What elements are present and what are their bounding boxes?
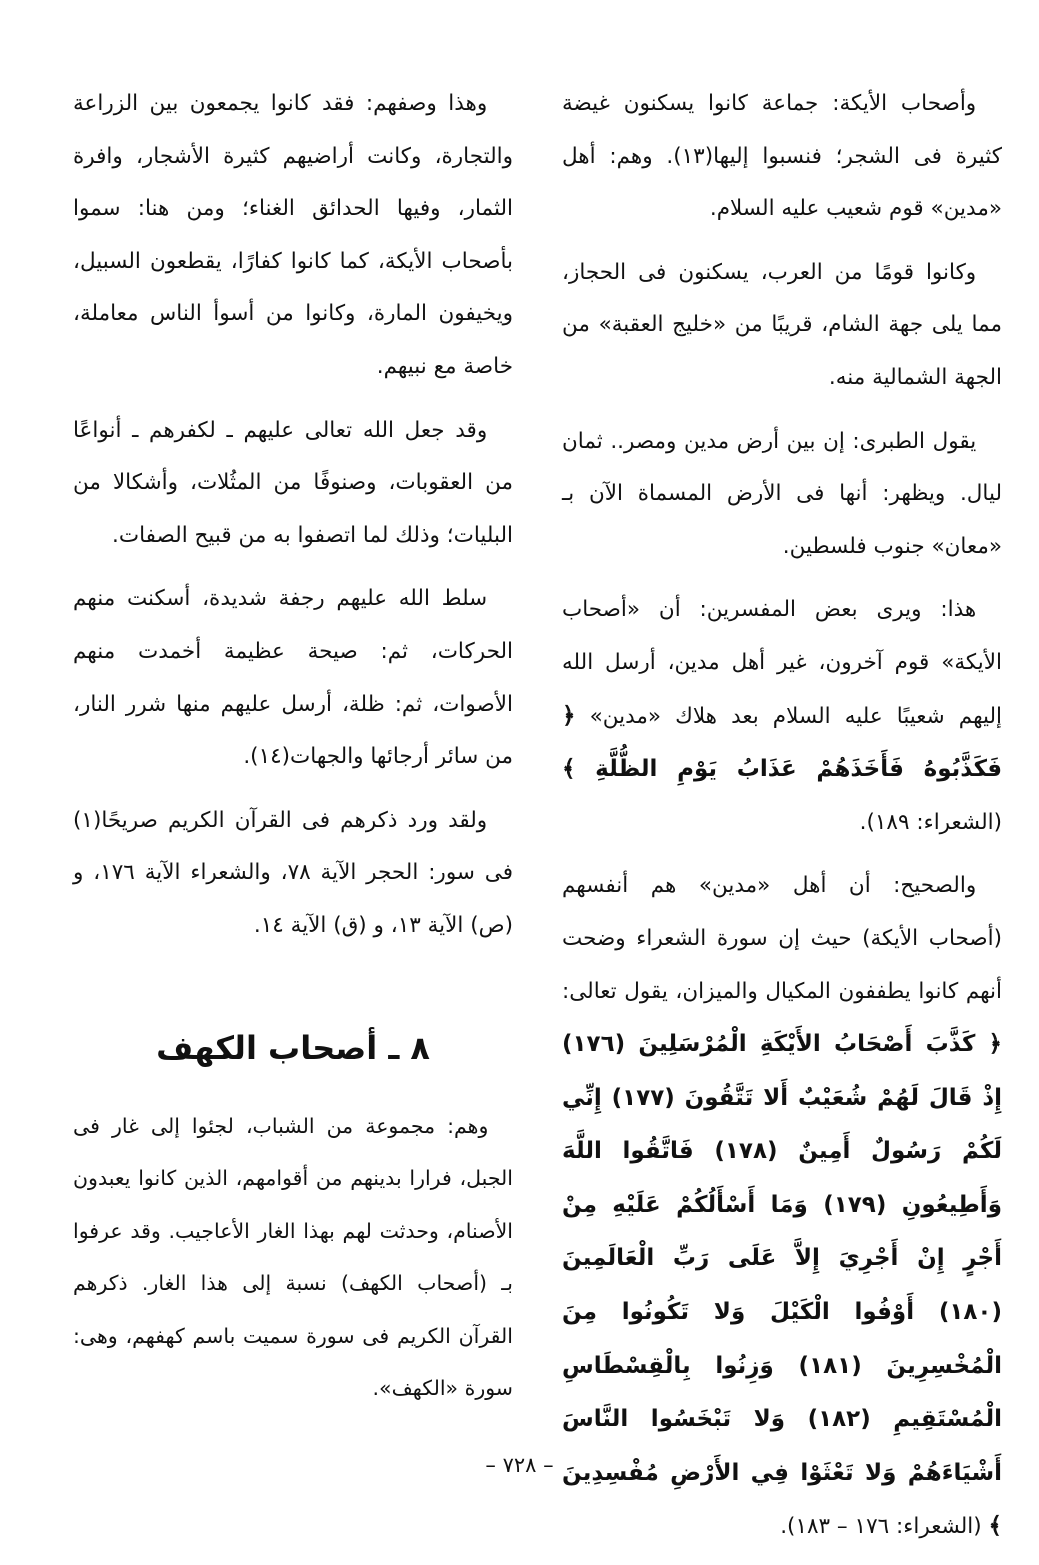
paragraph-sahih — [562, 860, 1002, 1554]
verse-reference: (الشعراء: ١٨٩). — [859, 809, 1002, 835]
paragraph-description: وهذا وصفهم: فقد كانوا يجمعون بين الزراعة والتجارة، وكانت أراضيهم كثيرة الأشجار، وافرة الثمار، وفيها الحدائق الغناء؛ ومن هنا: سموا بأصحاب الأيكة، كما كانوا كفارًا، يقطعون السبيل، ويخيفون المارة، وكانوا من أسوأ الناس معاملة، خاصة مع نبيهم. — [73, 91, 513, 379]
paragraph-text: هذا: ويرى بعض المفسرين: أن «أصحاب الأيكة» قوم آخرون، غير أهل مدين، أرسل الله إليهم شعيبًا عليه السلام بعد هلاك «مدين» — [562, 597, 1002, 729]
paragraph-ashab-al-aykah: وأصحاب الأيكة: جماعة كانوا يسكنون غيضة كثيرة فى الشجر؛ فنسبوا إليها(١٣). وهم: أهل «مدين» قوم شعيب عليه السلام. — [562, 91, 1002, 222]
left-column — [73, 78, 513, 1426]
paragraph-arab-people: وكانوا قومًا من العرب، يسكنون فى الحجاز، مما يلى جهة الشام، قريبًا من «خليج العقبة» من الجهة الشمالية منه. — [562, 259, 1002, 390]
page-number: – ٧٢٨ – — [485, 1453, 554, 1477]
quran-verse: ﴿ فَكَذَّبُوهُ فَأَخَذَهُمْ عَذَابُ يَوْمِ الظُّلَّةِ ﴾ — [562, 702, 1002, 783]
paragraph-punishments: وقد جعل الله تعالى عليهم ـ لكفرهم ـ أنواعًا من العقوبات، وصنوفًا من المثُلات، وأشكالا من البليات؛ وذلك لما اتصفوا به من قبيح الصفات. — [73, 417, 513, 548]
paragraph-mufassirin — [562, 584, 1002, 849]
verse-reference: (الشعراء: ١٧٦ – ١٨٣). — [780, 1514, 982, 1540]
section-heading: ٨ ـ أصحاب الكهف — [156, 1028, 430, 1067]
paragraph-text: والصحيح: أن أهل «مدين» هم أنفسهم (أصحاب الأيكة) حيث إن سورة الشعراء وضحت أنهم كانوا يطففون المكيال والميزان، يقول تعالى: — [562, 873, 1002, 1004]
quran-verses: ﴿ كَذَّبَ أَصْحَابُ الأَيْكَةِ الْمُرْسَلِينَ (١٧٦) إِذْ قَالَ لَهُمْ شُعَيْبٌ أَلا تَتَّقُونَ (١٧٧) إِنِّي لَكُمْ رَسُولٌ أَمِينٌ (١٧٨) فَاتَّقُوا اللَّهَ وَأَطِيعُونِ (١٧٩) وَمَا أَسْأَلُكُمْ عَلَيْهِ مِنْ أَجْرٍ إِنْ أَجْرِيَ إِلاَّ عَلَى رَبِّ الْعَالَمِينَ (١٨٠) أَوْفُوا الْكَيْلَ وَلا تَكُونُوا مِنَ الْمُخْسِرِينَ (١٨١) وَزِنُوا بِالْقِسْطَاسِ الْمُسْتَقِيمِ (١٨٢) وَلا تَبْخَسُوا النَّاسَ أَشْيَاءَهُمْ وَلا تَعْثَوْا فِي الأَرْضِ مُفْسِدِينَ ﴾ — [562, 1031, 1003, 1540]
paragraph-tabari: يقول الطبرى: إن بين أرض مدين ومصر.. ثمان ليال. ويظهر: أنها فى الأرض المسماة الآن بـ «معان» جنوب فلسطين. — [562, 428, 1002, 559]
right-column — [562, 78, 1002, 1565]
paragraph-earthquake: سلط الله عليهم رجفة شديدة، أسكنت منهم الحركات، ثم: صيحة عظيمة أخمدت منهم الأصوات، ثم: ظلة، أرسل عليهم منها شرر النار، من سائر أرجائها والجهات(١٤). — [73, 586, 513, 770]
paragraph-ashab-al-kahf: وهم: مجموعة من الشباب، لجئوا إلى غار فى الجبل، فرارا بدينهم من أقوامهم، الذين كانوا يعبدون الأصنام، وحدثت لهم بهذا الغار الأعاجيب. وقد عرفوا بـ (أصحاب الكهف) نسبة إلى هذا الغار. ذكرهم القرآن الكريم فى سورة سميت باسم كهفهم، وهى: سورة «الكهف». — [73, 1113, 513, 1401]
paragraph-quran-mention: ولقد ورد ذكرهم فى القرآن الكريم صريحًا(١) فى سور: الحجر الآية ٧٨، والشعراء الآية ١٧٦، و (ص) الآية ١٣، و (ق) الآية ١٤. — [73, 807, 514, 938]
